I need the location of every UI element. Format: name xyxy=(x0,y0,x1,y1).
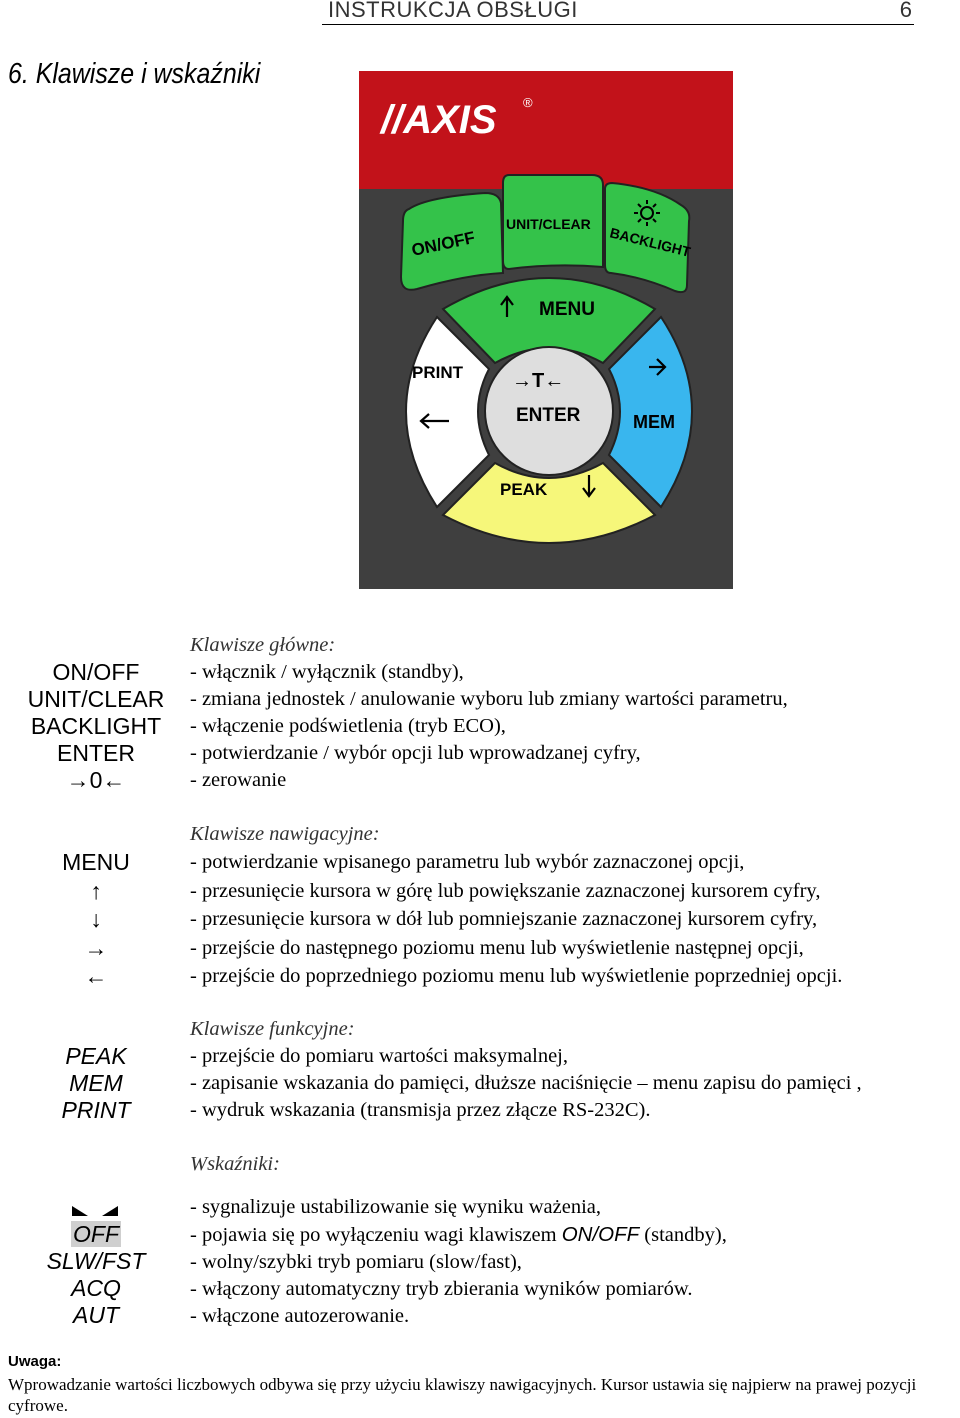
key-label-unitclear: UNIT/CLEAR xyxy=(27,686,165,712)
indicator-desc: - włączone autozerowanie. xyxy=(190,1305,410,1327)
nav-key-desc: - przejście do poprzedniego poziomu menu lub wyświetlenie poprzedniej opcji. xyxy=(190,965,843,987)
mem-key-label: MEM xyxy=(633,412,675,432)
nav-keys-subtitle: Klawisze nawigacyjne: xyxy=(190,823,380,845)
indicator-label-slwfst: SLW/FST xyxy=(46,1248,146,1274)
keypad-illustration xyxy=(359,71,733,589)
page-header xyxy=(322,0,914,25)
key-label-zero: →0← xyxy=(66,767,126,793)
indicator-labels xyxy=(6,1221,186,1329)
unitclear-key-label: UNIT/CLEAR xyxy=(506,216,591,232)
tare-key-label: →T← xyxy=(512,370,565,392)
indicator-desc-off: - pojawia się po wyłączeniu wagi klawiszem ON/OFF (standby), xyxy=(190,1223,727,1246)
func-key-desc: - zapisanie wskazania do pamięci, dłuższe naciśnięcie – menu zapisu do pamięci , xyxy=(190,1072,862,1094)
print-key-label: PRINT xyxy=(412,363,463,382)
indicator-desc: - wolny/szybki tryb pomiaru (slow/fast), xyxy=(190,1251,522,1273)
indicator-desc: - włączony automatyczny tryb zbierania wyników pomiarów. xyxy=(190,1278,693,1300)
key-label-menu: MENU xyxy=(62,849,130,875)
key-label-right: → xyxy=(84,934,108,961)
key-label-down: ↓ xyxy=(90,906,102,932)
indicator-label-aut: AUT xyxy=(73,1302,119,1328)
indicator-desc: - sygnalizuje ustabilizowanie się wyniku ważenia, xyxy=(190,1196,602,1218)
main-keys-subtitle: Klawisze główne: xyxy=(190,634,336,656)
peak-key-label: PEAK xyxy=(500,480,548,499)
indicators-subtitle: Wskaźniki: xyxy=(190,1153,280,1175)
nav-keys-descriptions xyxy=(190,848,842,991)
main-key-desc: - zerowanie xyxy=(190,769,287,791)
indicator-label-acq: ACQ xyxy=(71,1275,121,1301)
main-key-desc: - potwierdzanie / wybór opcji lub wprowadzanej cyfry, xyxy=(190,742,641,764)
enter-key-label: ENTER xyxy=(516,405,581,426)
backlight-key-label: BACKLIGHT xyxy=(608,224,693,260)
indicator-descriptions xyxy=(190,1194,727,1330)
nav-key-desc: - przesunięcie kursora w dół lub pomniejszanie zaznaczonej kursorem cyfry, xyxy=(190,908,818,930)
brand-logo: //AXIS xyxy=(381,98,497,142)
key-label-print: PRINT xyxy=(61,1097,131,1123)
section-title: 6. Klawisze i wskaźniki xyxy=(8,58,261,90)
key-label-onoff: ON/OFF xyxy=(52,659,140,685)
func-keys-labels xyxy=(6,1043,186,1124)
page-number: 6 xyxy=(899,0,912,22)
indicator-label-off: OFF xyxy=(73,1221,119,1247)
note-title: Uwaga: xyxy=(8,1353,62,1370)
main-key-desc: - włączenie podświetlenia (tryb ECO), xyxy=(190,715,506,737)
onoff-key-label: ON/OFF xyxy=(409,227,477,260)
nav-keys-labels xyxy=(6,848,186,991)
func-key-desc: - wydruk wskazania (transmisja przez złącze RS-232C). xyxy=(190,1099,651,1121)
main-key-desc: - zmiana jednostek / anulowanie wyboru lub zmiany wartości parametru, xyxy=(190,688,788,710)
func-key-desc: - przejście do pomiaru wartości maksymalnej, xyxy=(190,1045,568,1067)
note-text: Wprowadzanie wartości liczbowych odbywa się przy użyciu klawiszy nawigacyjnych. Kursor ustawia się najpierw na prawej pozycji cyfrowe. xyxy=(8,1375,917,1415)
key-label-enter: ENTER xyxy=(57,740,135,766)
nav-key-desc: - przejście do następnego poziomu menu lub wyświetlenie następnej opcji, xyxy=(190,936,804,959)
key-label-mem: MEM xyxy=(69,1070,123,1096)
key-label-peak: PEAK xyxy=(65,1043,127,1069)
key-label-left: ← xyxy=(84,963,108,989)
stability-indicator-icon xyxy=(70,1204,120,1218)
nav-key-desc: - przesunięcie kursora w górę lub powiększanie zaznaczonej kursorem cyfry, xyxy=(190,879,821,902)
func-keys-descriptions xyxy=(190,1043,862,1124)
key-label-up: ↑ xyxy=(90,877,102,904)
main-keys-descriptions xyxy=(190,659,788,794)
nav-key-desc: - potwierdzanie wpisanego parametru lub wybór zaznaczonej opcji, xyxy=(190,851,745,873)
header-title: INSTRUKCJA OBSŁUGI xyxy=(328,0,578,22)
key-label-backlight: BACKLIGHT xyxy=(30,713,162,739)
main-keys-labels xyxy=(6,659,186,794)
menu-key-label: MENU xyxy=(539,299,595,320)
func-keys-subtitle: Klawisze funkcyjne: xyxy=(190,1018,355,1040)
registered-mark: ® xyxy=(523,95,533,110)
main-key-desc: - włącznik / wyłącznik (standby), xyxy=(190,661,464,683)
